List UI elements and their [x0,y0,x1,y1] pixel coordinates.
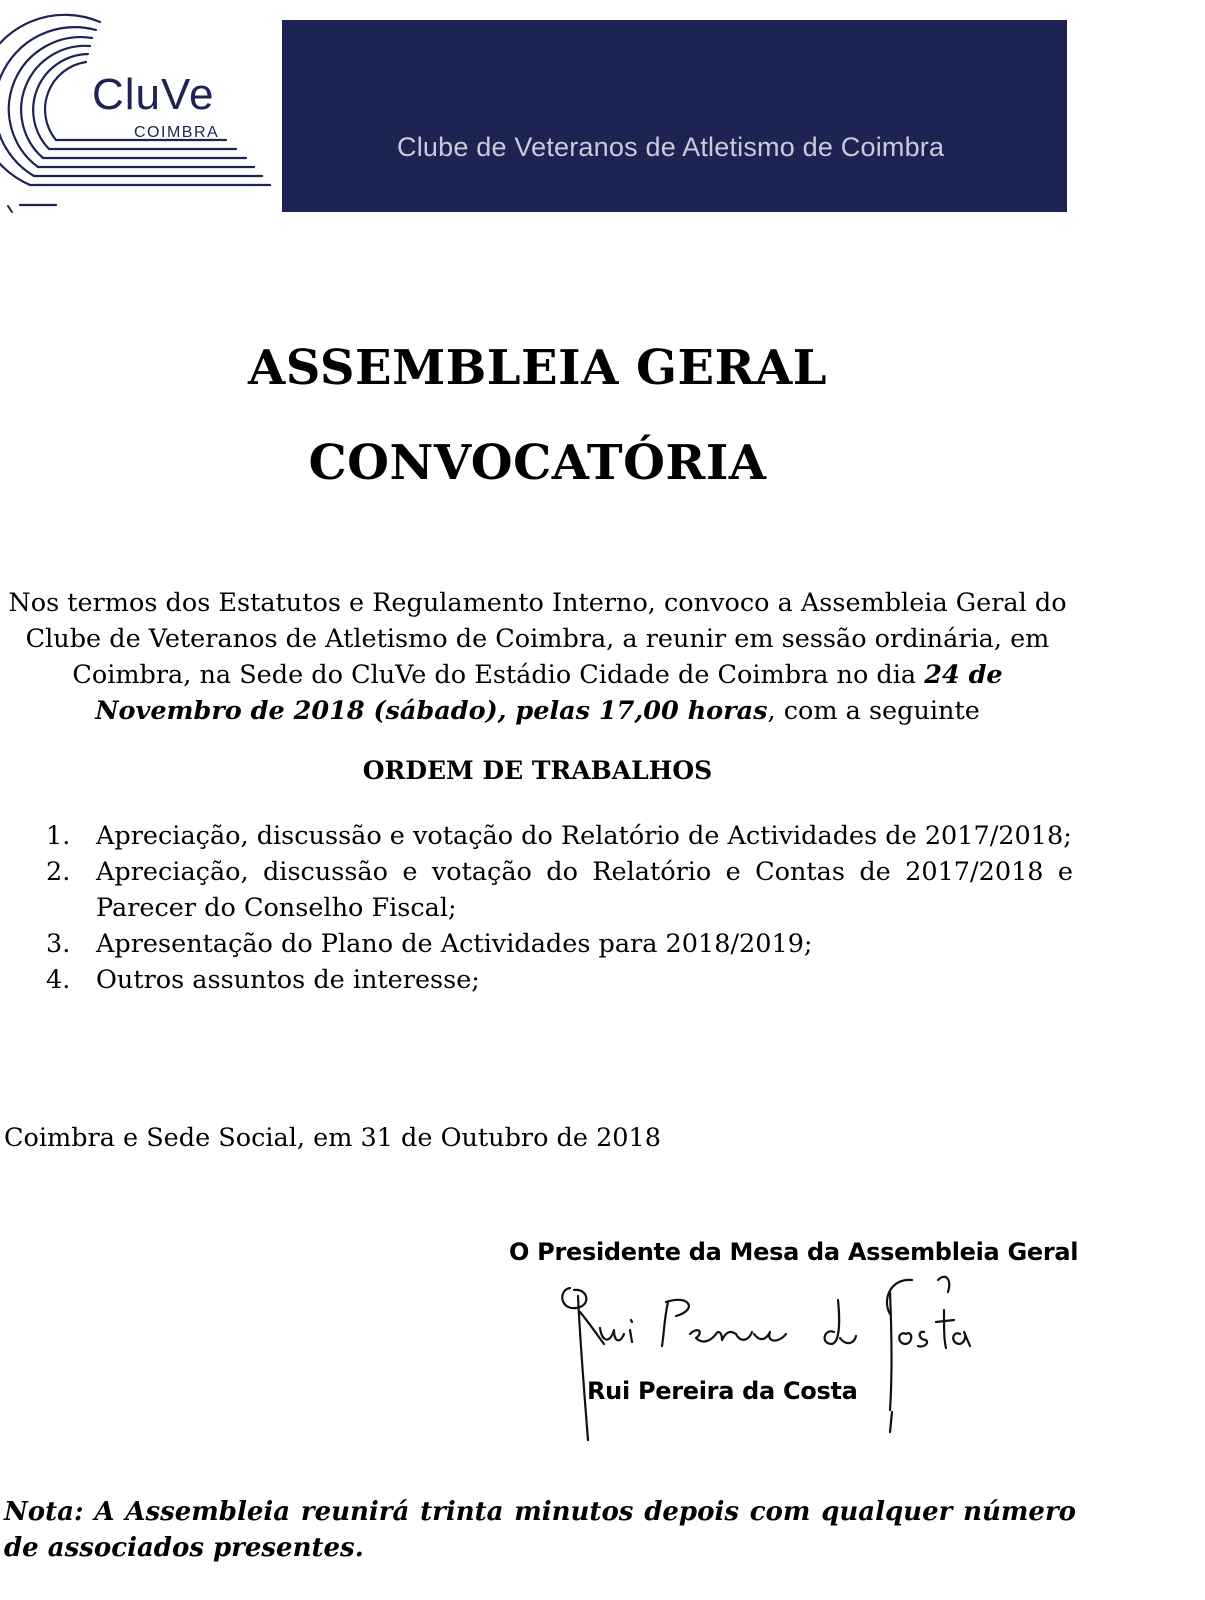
document-subtitle: CONVOCATÓRIA [308,435,767,491]
agenda-item-number: 1. [46,821,71,851]
signatory-role: O Presidente da Mesa da Assembleia Geral [509,1238,1079,1266]
logo-wordmark: CluVe [92,70,215,119]
agenda-item [46,854,1073,926]
agenda-item-text: Apreciação, discussão e votação do Relatório de Actividades de 2017/2018; [96,821,1072,851]
note: Nota: A Assembleia reunirá trinta minutos depois com qualquer número de associados presentes. [4,1497,1076,1563]
header-banner [282,20,1067,212]
cluve-logo [0,0,350,220]
agenda-title: ORDEM DE TRABALHOS [362,756,713,785]
agenda-item [46,926,1073,962]
agenda-item-text: Apreciação, discussão e votação do Relatório e Contas de 2017/2018 e Parecer do Conselho Fiscal; [96,857,1073,923]
intro-text: Nos termos dos Estatutos e Regulamento Interno, convoco a Assembleia Geral do Clube de Veteranos de Atletismo de Coimbra, a reunir em sessão ordinária, em Coimbra, na Sede do CluVe do Estádio Cidade de Coimbra no dia [8,588,1067,690]
agenda-item-number: 2. [46,857,71,887]
agenda-item [46,962,1073,998]
agenda-item-text: Outros assuntos de interesse; [96,965,480,995]
agenda-list [46,818,1073,998]
club-full-name: Clube de Veteranos de Atletismo de Coimbra [397,132,945,162]
intro-text-end: , com a seguinte [767,696,980,726]
meeting-datetime: 24 de Novembro de 2018 (sábado), pelas 17,00 horas [95,660,1003,726]
document-title: ASSEMBLEIA GERAL [247,340,827,396]
logo-city: COIMBRA [134,124,220,141]
place-date: Coimbra e Sede Social, em 31 de Outubro de 2018 [4,1123,661,1153]
intro-paragraph [0,585,1075,729]
signatory-name: Rui Pereira da Costa [587,1377,858,1405]
agenda-item [46,818,1073,854]
header [0,0,1205,220]
agenda-item-text: Apresentação do Plano de Actividades para 2018/2019; [96,929,813,959]
handwritten-signature [540,1250,1000,1450]
agenda-item-number: 3. [46,929,71,959]
agenda-item-number: 4. [46,965,71,995]
